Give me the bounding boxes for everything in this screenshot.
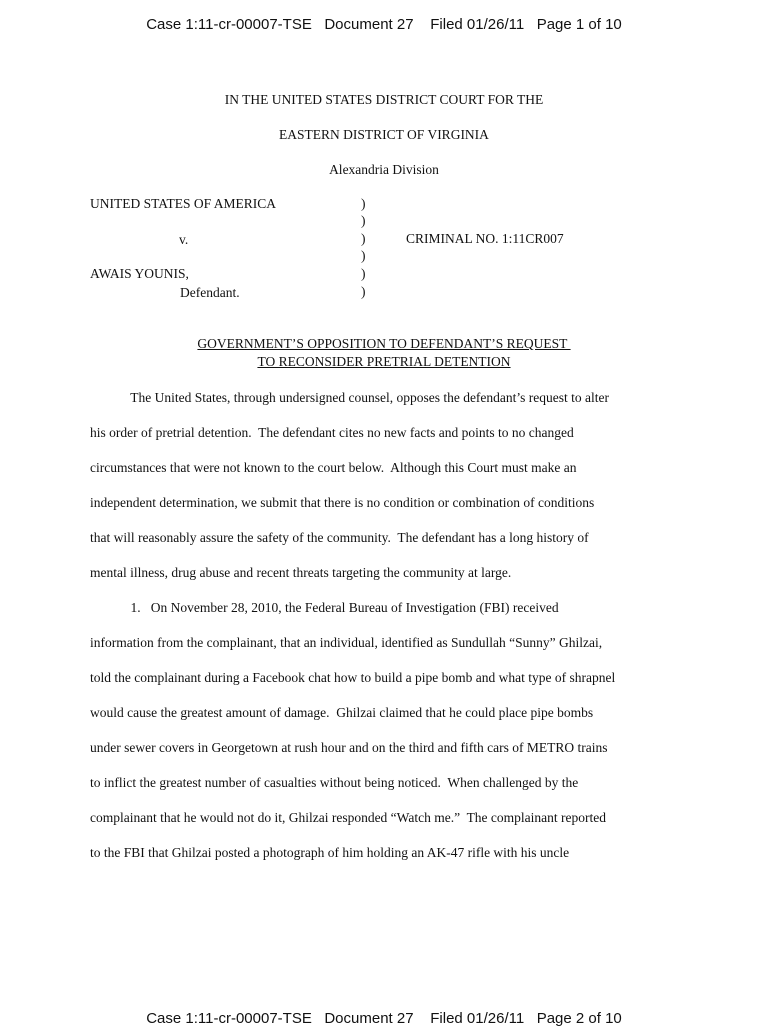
body-text-line: complainant that he would not do it, Ghilzai responded “Watch me.” The complainant reported [90, 810, 607, 825]
caption-paren: ) [361, 196, 366, 211]
caption-paren: ) [361, 284, 366, 299]
court-name-line-1: IN THE UNITED STATES DISTRICT COURT FOR THE [224, 92, 544, 107]
body-text-line: independent determination, we submit that there is no condition or combination of conditions [90, 495, 595, 510]
body-text-line: told the complainant during a Facebook chat how to build a pipe bomb and what type of shrapnel [90, 670, 616, 685]
body-text-line: under sewer covers in Georgetown at rush hour and on the third and fifth cars of METRO trains [90, 740, 608, 755]
body-text-line: that will reasonably assure the safety of the community. The defendant has a long history of [90, 530, 589, 545]
body-text-line: his order of pretrial detention. The defendant cites no new facts and points to no changed [90, 425, 574, 440]
caption-paren: ) [361, 266, 366, 281]
caption-defendant-role: Defendant. [180, 285, 240, 300]
caption-defendant-name: AWAIS YOUNIS, [90, 266, 189, 281]
body-text-line: The United States, through undersigned counsel, opposes the defendant’s request to alter [90, 390, 610, 405]
caption-paren: ) [361, 248, 366, 263]
court-name-line-2: EASTERN DISTRICT OF VIRGINIA [279, 127, 489, 142]
caption-paren: ) [361, 231, 366, 246]
body-text-line: information from the complainant, that an individual, identified as Sundullah “Sunny” Ghilzai, [90, 635, 603, 650]
body-text-line: would cause the greatest amount of damage. Ghilzai claimed that he could place pipe bombs [90, 705, 594, 720]
document-title-line-2: TO RECONSIDER PRETRIAL DETENTION [257, 354, 511, 369]
court-division: Alexandria Division [329, 162, 439, 177]
body-text-line: 1. On November 28, 2010, the Federal Bureau of Investigation (FBI) received [90, 600, 559, 615]
caption-versus: v. [179, 232, 189, 247]
next-page-header-case-info: Case 1:11-cr-00007-TSE Document 27 Filed 01/26/11 Page 2 of 10 [146, 1010, 622, 1027]
caption-case-number: CRIMINAL NO. 1:11CR007 [406, 231, 564, 246]
document-title-line-1: GOVERNMENT’S OPPOSITION TO DEFENDANT’S REQUEST [197, 336, 571, 351]
body-text-line: circumstances that were not known to the court below. Although this Court must make an [90, 460, 577, 475]
body-text-line: to inflict the greatest number of casualties without being noticed. When challenged by the [90, 775, 579, 790]
body-text-line: to the FBI that Ghilzai posted a photograph of him holding an AK-47 rifle with his uncle [90, 845, 570, 860]
caption-paren: ) [361, 213, 366, 228]
body-text-line: mental illness, drug abuse and recent threats targeting the community at large. [90, 565, 512, 580]
caption-plaintiff: UNITED STATES OF AMERICA [90, 196, 277, 211]
page-header-case-info: Case 1:11-cr-00007-TSE Document 27 Filed 01/26/11 Page 1 of 10 [146, 16, 622, 33]
